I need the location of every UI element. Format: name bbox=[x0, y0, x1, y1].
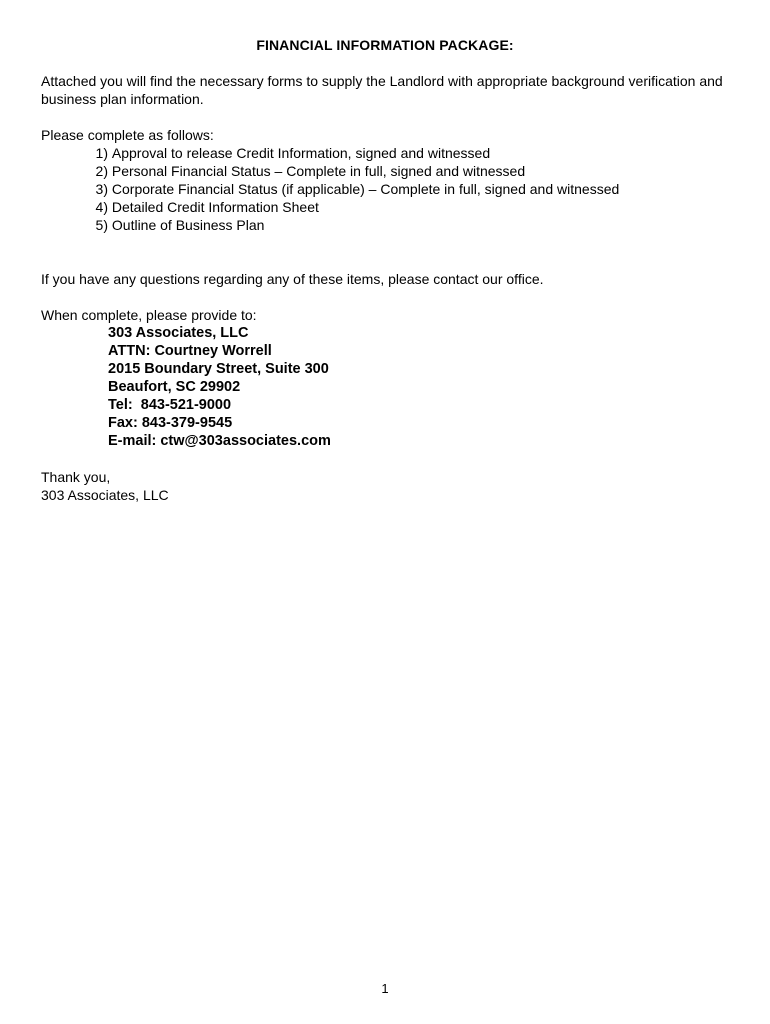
address-email: E-mail: ctw@303associates.com bbox=[108, 433, 331, 449]
page-number: 1 bbox=[381, 981, 389, 996]
document-title: FINANCIAL INFORMATION PACKAGE: bbox=[256, 37, 514, 53]
contact-address-block bbox=[108, 324, 331, 450]
step-number: 2) bbox=[95, 163, 108, 179]
signature-line: 303 Associates, LLC bbox=[41, 487, 169, 503]
address-tel: Tel: 843-521-9000 bbox=[108, 397, 232, 413]
step-text: Detailed Credit Information Sheet bbox=[111, 199, 319, 215]
step-text: Corporate Financial Status (if applicable) – Complete in full, signed and witnessed bbox=[111, 181, 620, 197]
step-text: Outline of Business Plan bbox=[111, 217, 265, 233]
address-attn: ATTN: Courtney Worrell bbox=[108, 343, 272, 359]
step-number: 4) bbox=[95, 199, 108, 215]
list-item bbox=[41, 144, 619, 162]
list-item bbox=[41, 216, 619, 234]
thanks-line: Thank you, bbox=[41, 469, 111, 485]
steps-list bbox=[41, 144, 619, 234]
address-city: Beaufort, SC 29902 bbox=[108, 379, 241, 395]
questions-paragraph: If you have any questions regarding any of these items, please contact our office. bbox=[41, 271, 544, 287]
list-item bbox=[41, 180, 619, 198]
document-page bbox=[41, 0, 731, 1024]
address-street: 2015 Boundary Street, Suite 300 bbox=[108, 361, 329, 377]
list-item bbox=[41, 162, 619, 180]
address-company: 303 Associates, LLC bbox=[108, 325, 249, 341]
instructions-heading: Please complete as follows: bbox=[41, 127, 214, 143]
when-complete-paragraph: When complete, please provide to: bbox=[41, 307, 257, 323]
step-number: 1) bbox=[95, 145, 108, 161]
address-fax: Fax: 843-379-9545 bbox=[108, 415, 233, 431]
step-number: 3) bbox=[95, 181, 108, 197]
step-number: 5) bbox=[95, 217, 108, 233]
list-item bbox=[41, 198, 619, 216]
step-text: Approval to release Credit Information, signed and witnessed bbox=[111, 145, 491, 161]
step-text: Personal Financial Status – Complete in full, signed and witnessed bbox=[111, 163, 526, 179]
intro-paragraph: Attached you will find the necessary forms to supply the Landlord with appropriate background verification and business plan information. bbox=[41, 73, 723, 107]
